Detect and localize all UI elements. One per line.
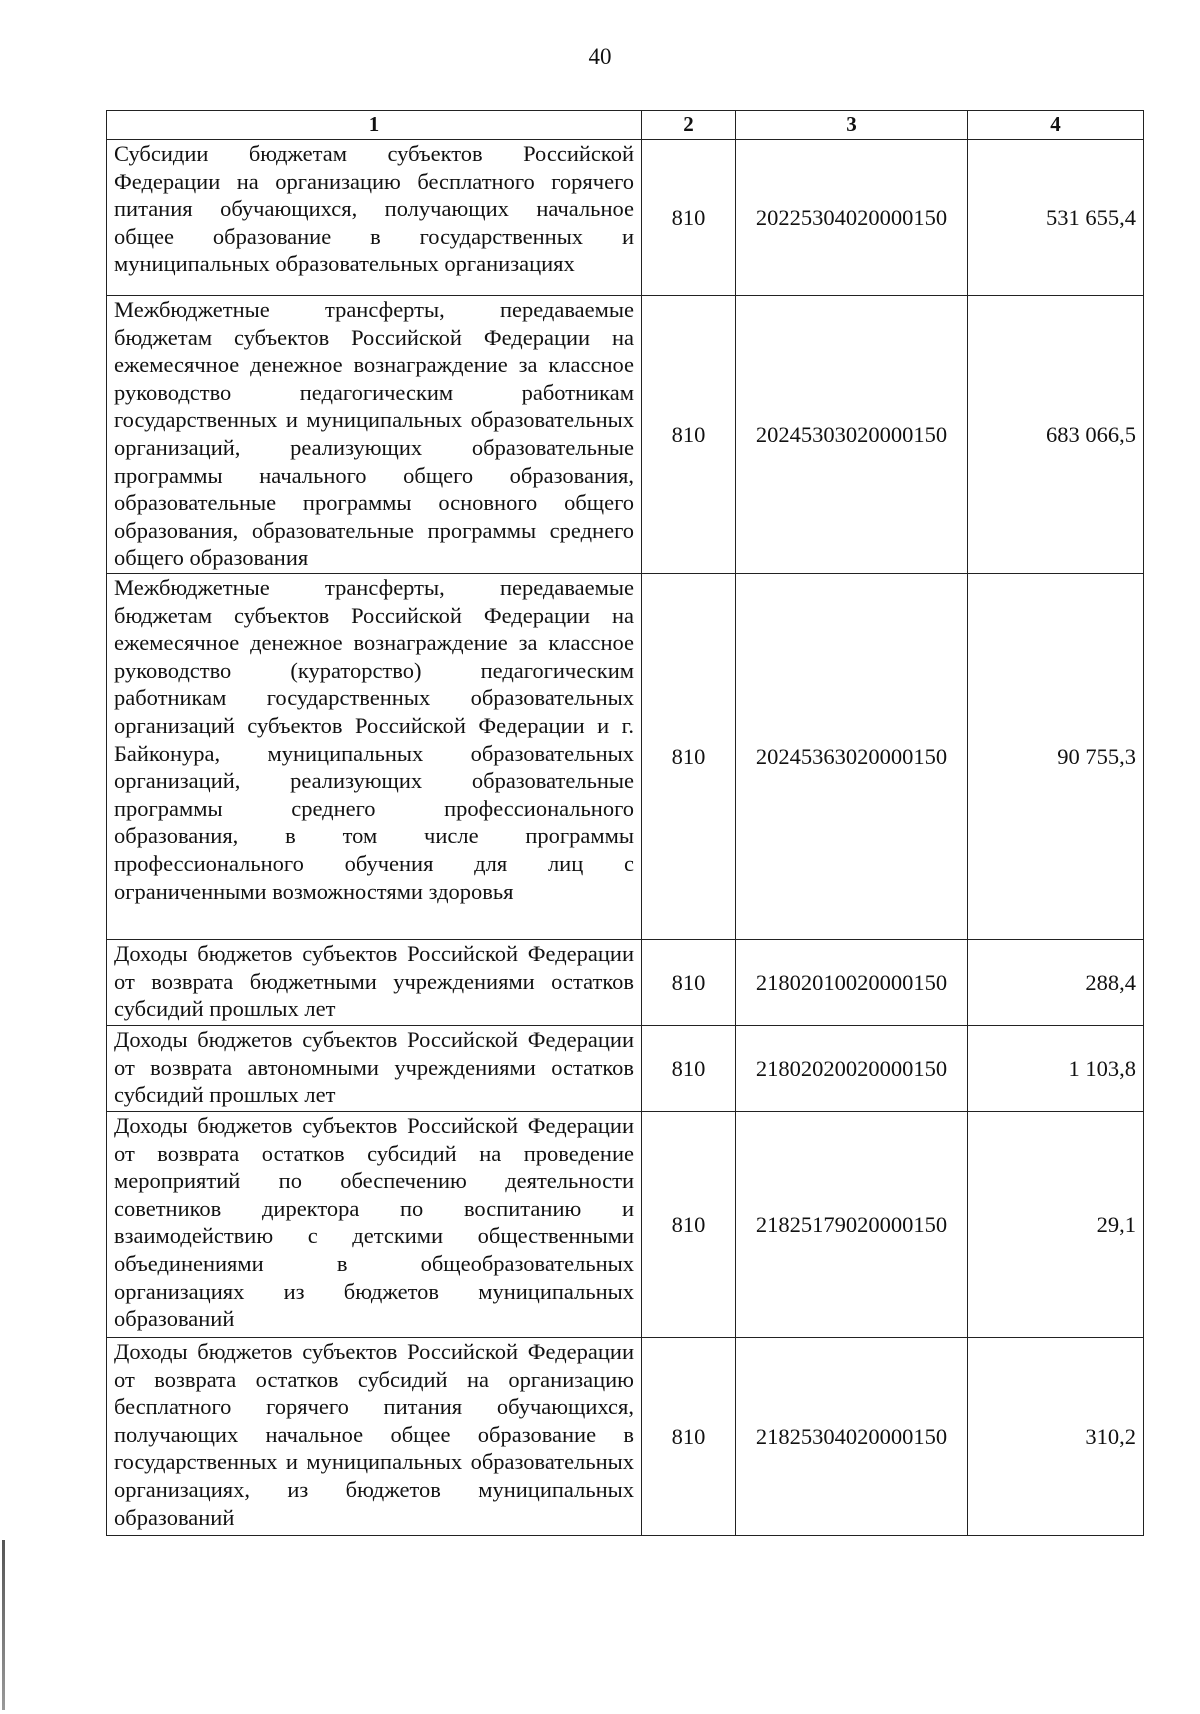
row-amount: 1 103,8 xyxy=(968,1026,1144,1112)
row-description: Доходы бюджетов субъектов Российской Федерации от возврата бюджетными учреждениями остатков субсидий прошлых лет xyxy=(107,940,642,1026)
row-admin-code: 810 xyxy=(642,1026,736,1112)
row-amount: 90 755,3 xyxy=(968,574,1144,940)
revenue-table xyxy=(106,110,1144,1536)
table-row xyxy=(107,1112,1144,1338)
row-admin-code: 810 xyxy=(642,574,736,940)
row-kbk: 20245363020000150 xyxy=(736,574,968,940)
row-admin-code: 810 xyxy=(642,296,736,574)
row-amount: 29,1 xyxy=(968,1112,1144,1338)
row-admin-code: 810 xyxy=(642,1112,736,1338)
row-amount: 310,2 xyxy=(968,1338,1144,1536)
row-description: Доходы бюджетов субъектов Российской Федерации от возврата остатков субсидий на организацию бесплатного горячего питания обучающихся, получающих начальное общее образование в государственных и муниципальных образовательных организациях, из бюджетов муниципальных образований xyxy=(107,1338,642,1536)
row-amount: 288,4 xyxy=(968,940,1144,1026)
table-row xyxy=(107,296,1144,574)
row-kbk: 20245303020000150 xyxy=(736,296,968,574)
row-admin-code: 810 xyxy=(642,1338,736,1536)
row-kbk: 21802010020000150 xyxy=(736,940,968,1026)
row-description: Субсидии бюджетам субъектов Российской Федерации на организацию бесплатного горячего питания обучающихся, получающих начальное общее образование в государственных и муниципальных образовательных организациях xyxy=(107,140,642,296)
table-row xyxy=(107,1338,1144,1536)
row-admin-code: 810 xyxy=(642,940,736,1026)
row-kbk: 21825304020000150 xyxy=(736,1338,968,1536)
table-row xyxy=(107,140,1144,296)
row-amount: 683 066,5 xyxy=(968,296,1144,574)
scan-edge-mark xyxy=(2,1540,5,1710)
row-description: Межбюджетные трансферты, передаваемые бюджетам субъектов Российской Федерации на ежемесячное денежное вознаграждение за классное руководство (кураторство) педагогическим работникам государственных образовательных организаций субъектов Российской Федерации и г. Байконура, муниципальных образовательных организаций, реализующих образовательные программы среднего профессионального образования, в том числе программы профессионального обучения для лиц с ограниченными возможностями здоровья xyxy=(107,574,642,940)
row-description: Доходы бюджетов субъектов Российской Федерации от возврата остатков субсидий на проведение мероприятий по обеспечению деятельности советников директора по воспитанию и взаимодействию с детскими общественными объединениями в общеобразовательных организациях из бюджетов муниципальных образований xyxy=(107,1112,642,1338)
table-row xyxy=(107,574,1144,940)
column-header: 3 xyxy=(736,111,968,140)
row-kbk: 21802020020000150 xyxy=(736,1026,968,1112)
row-kbk: 20225304020000150 xyxy=(736,140,968,296)
column-header: 1 xyxy=(107,111,642,140)
column-header: 2 xyxy=(642,111,736,140)
row-kbk: 21825179020000150 xyxy=(736,1112,968,1338)
row-amount: 531 655,4 xyxy=(968,140,1144,296)
table-row xyxy=(107,1026,1144,1112)
table-header-row xyxy=(107,111,1144,140)
row-admin-code: 810 xyxy=(642,140,736,296)
row-description: Доходы бюджетов субъектов Российской Федерации от возврата автономными учреждениями остатков субсидий прошлых лет xyxy=(107,1026,642,1112)
table-row xyxy=(107,940,1144,1026)
column-header: 4 xyxy=(968,111,1144,140)
page-number: 40 xyxy=(588,44,612,69)
row-description: Межбюджетные трансферты, передаваемые бюджетам субъектов Российской Федерации на ежемесячное денежное вознаграждение за классное руководство педагогическим работникам государственных и муниципальных образовательных организаций, реализующих образовательные программы начального общего образования, образовательные программы основного общего образования, образовательные программы среднего общего образования xyxy=(107,296,642,574)
